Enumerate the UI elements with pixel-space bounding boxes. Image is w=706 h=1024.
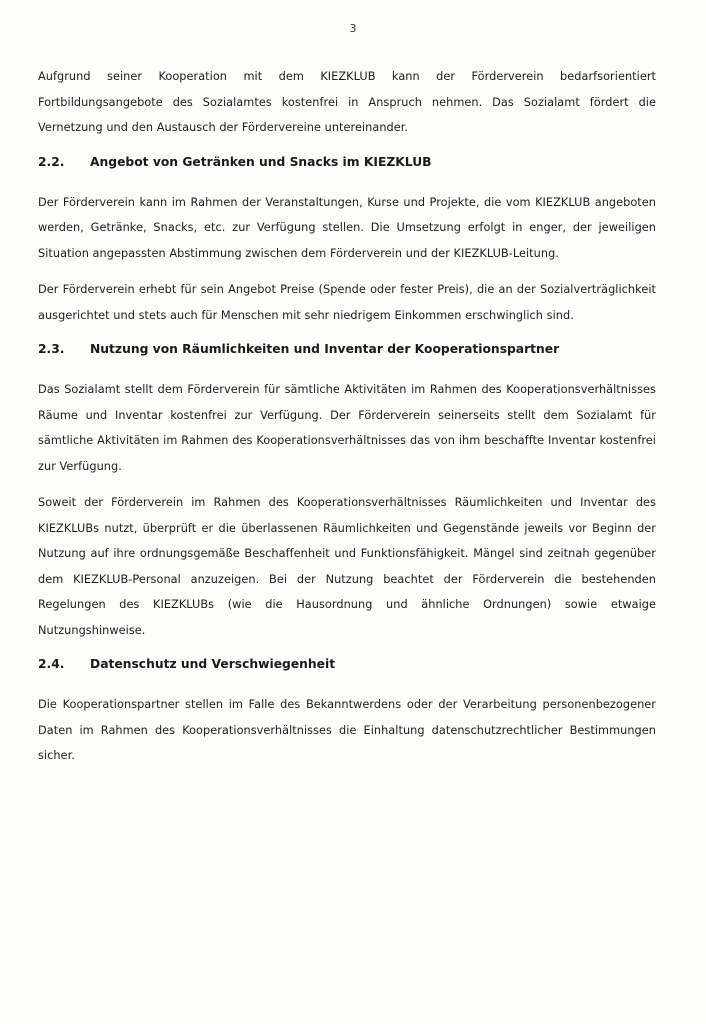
page-number: 3 xyxy=(349,22,357,35)
section-title: Angebot von Getränken und Snacks im KIEZKLUB xyxy=(90,154,432,169)
section-2-4-paragraph-1: Die Kooperationspartner stellen im Falle des Bekanntwerdens oder der Verarbeitung personenbezogener Daten im Rahmen des Kooperationsverhältnisses die Einhaltung datenschutzrechtlicher Bestimmungen sicher. xyxy=(38,698,656,762)
section-title: Nutzung von Räumlichkeiten und Inventar der Kooperationspartner xyxy=(90,342,560,356)
section-title: Datenschutz und Verschwiegenheit xyxy=(90,657,336,671)
section-heading-2-2 xyxy=(38,152,656,172)
section-2-2-paragraph-2: Der Förderverein erhebt für sein Angebot Preise (Spende oder fester Preis), die an der Sozialverträglichkeit ausgerichtet und stets auch für Menschen mit sehr niedrigem Einkommen erschwinglich sind. xyxy=(38,283,656,322)
intro-paragraph: Aufgrund seiner Kooperation mit dem KIEZKLUB kann der Förderverein bedarfsorientiert Fortbildungsangebote des Sozialamtes kostenfrei in Anspruch nehmen. Das Sozialamt fördert die Vernetzung und den Austausch der Fördervereine untereinander. xyxy=(38,70,656,134)
section-heading-2-3 xyxy=(38,339,656,359)
section-number: 2.4. xyxy=(38,657,65,671)
section-2-3-paragraph-1: Das Sozialamt stellt dem Förderverein für sämtliche Aktivitäten im Rahmen des Kooperationsverhältnisses Räume und Inventar kostenfrei zur Verfügung. Der Förderverein seinerseits stellt dem Sozialamt für sämtliche Aktivitäten im Rahmen des Kooperationsverhältnisses das von ihm beschaffte Inventar kostenfrei zur Verfügung. xyxy=(38,383,656,473)
section-2-3-paragraph-2: Soweit der Förderverein im Rahmen des Kooperationsverhältnisses Räumlichkeiten und Inventar des KIEZKLUBs nutzt, überprüft er die überlassenen Räumlichkeiten und Gegenstände jeweils vor Beginn der Nutzung auf ihre ordnungsgemäße Beschaffenheit und Funktionsfähigkeit. Mängel sind zeitnah gegenüber dem KIEZKLUB-Personal anzuzeigen. Bei der Nutzung beachtet der Förderverein die bestehenden Regelungen des KIEZKLUBs (wie die Hausordnung und ähnliche Ordnungen) sowie etwaige Nutzungshinweise. xyxy=(38,496,656,637)
document-body xyxy=(38,64,656,780)
section-number: 2.3. xyxy=(38,342,65,356)
section-heading-2-4 xyxy=(38,654,656,674)
section-2-2-paragraph-1: Der Förderverein kann im Rahmen der Veranstaltungen, Kurse und Projekte, die vom KIEZKLUB angeboten werden, Getränke, Snacks, etc. zur Verfügung stellen. Die Umsetzung erfolgt in enger, der jeweiligen Situation angepassten Abstimmung zwischen dem Förderverein und der KIEZKLUB-Leitung. xyxy=(38,195,656,260)
section-number: 2.2. xyxy=(38,154,65,169)
